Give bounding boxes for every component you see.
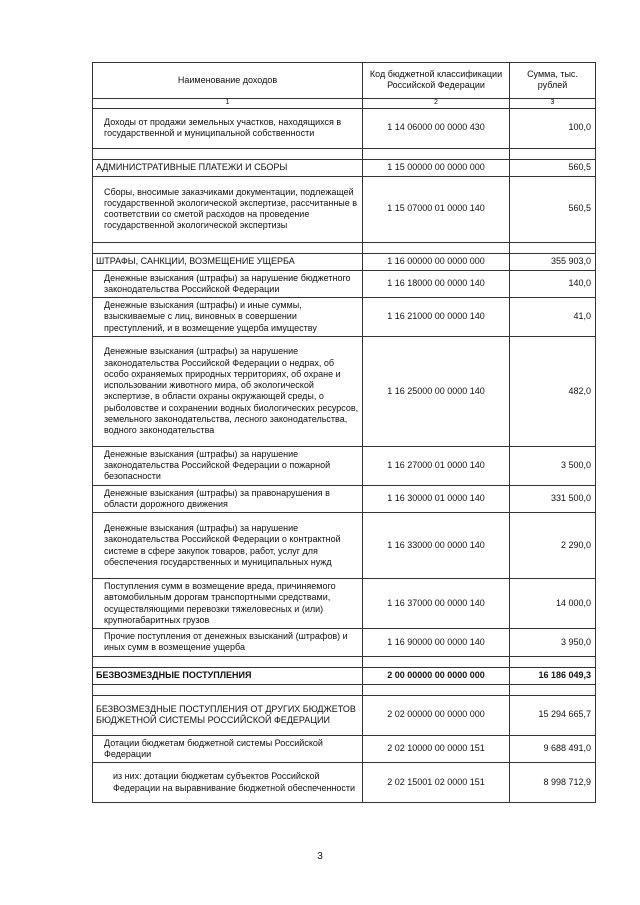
revenue-table xyxy=(92,62,596,803)
amount: 16 186 049,3 xyxy=(510,667,596,684)
amount: 15 294 665,7 xyxy=(510,695,596,735)
amount: 140,0 xyxy=(510,270,596,298)
budget-code: 1 16 33000 00 0000 140 xyxy=(363,513,510,579)
table-row xyxy=(93,108,596,148)
amount: 8 998 712,9 xyxy=(510,763,596,803)
budget-code: 2 02 15001 02 0000 151 xyxy=(363,763,510,803)
amount: 560,5 xyxy=(510,176,596,242)
income-name: Денежные взыскания (штрафы) за правонарушения в области дорожного движения xyxy=(93,485,363,513)
amount: 331 500,0 xyxy=(510,485,596,513)
budget-code: 1 15 00000 00 0000 000 xyxy=(363,159,510,176)
income-name: Сборы, вносимые заказчиками документации, подлежащей государственной экологической экспертизе, рассчитанные в соответствии со сметой расходов на проведение государственной экологической экспертизы xyxy=(93,176,363,242)
income-name: Денежные взыскания (штрафы) за нарушение законодательства Российской Федерации о контрактной системе в сфере закупок товаров, работ, услуг для обеспечения государственных и муниципальных нужд xyxy=(93,513,363,579)
table-row xyxy=(93,446,596,485)
income-name: Денежные взыскания (штрафы) за нарушение законодательства Российской Федерации о недрах, об особо охраняемых природных территориях, об охране и использовании животного мира, об экологической экспертизе, в области охраны окружающей среды, о рыболовстве и сохранении водных биологических ресурсов, земельного законодательства, лесного законодательства, водного законодательства xyxy=(93,336,363,446)
amount: 3 500,0 xyxy=(510,446,596,485)
amount: 41,0 xyxy=(510,298,596,337)
budget-code: 1 16 37000 00 0000 140 xyxy=(363,579,510,629)
income-name: Прочие поступления от денежных взысканий (штрафов) и иных сумм в возмещение ущерба xyxy=(93,629,363,657)
income-name: ШТРАФЫ, САНКЦИИ, ВОЗМЕЩЕНИЕ УЩЕРБА xyxy=(93,253,363,270)
table-row xyxy=(93,629,596,657)
income-name: Дотации бюджетам бюджетной системы Российской Федерации xyxy=(93,735,363,763)
budget-code: 1 16 90000 00 0000 140 xyxy=(363,629,510,657)
amount: 3 950,0 xyxy=(510,629,596,657)
budget-code: 1 16 18000 00 0000 140 xyxy=(363,270,510,298)
table-row xyxy=(93,763,596,803)
budget-code: 1 16 25000 00 0000 140 xyxy=(363,336,510,446)
budget-code: 1 14 06000 00 0000 430 xyxy=(363,108,510,148)
table-row xyxy=(93,513,596,579)
budget-code: 1 16 30000 01 0000 140 xyxy=(363,485,510,513)
spacer-row xyxy=(93,684,596,695)
table-row xyxy=(93,159,596,176)
column-number: 1 xyxy=(93,98,363,108)
column-number: 2 xyxy=(363,98,510,108)
amount: 560,5 xyxy=(510,159,596,176)
amount: 355 903,0 xyxy=(510,253,596,270)
page-number: 3 xyxy=(317,851,323,862)
amount: 482,0 xyxy=(510,336,596,446)
column-number: 3 xyxy=(510,98,596,108)
spacer-row xyxy=(93,148,596,159)
income-name: БЕЗВОЗМЕЗДНЫЕ ПОСТУПЛЕНИЯ ОТ ДРУГИХ БЮДЖЕТОВ БЮДЖЕТНОЙ СИСТЕМЫ РОССИЙСКОЙ ФЕДЕРАЦИИ xyxy=(93,695,363,735)
header-income-name: Наименование доходов xyxy=(93,63,363,99)
income-name: Денежные взыскания (штрафы) и иные суммы, взыскиваемые с лиц, виновных в совершении преступлений, и в возмещение ущерба имуществу xyxy=(93,298,363,337)
table-row xyxy=(93,695,596,735)
budget-code: 1 15 07000 01 0000 140 xyxy=(363,176,510,242)
income-name: Поступления сумм в возмещение вреда, причиняемого автомобильным дорогам транспортными средствами, осуществляющими перевозки тяжеловесных и (или) крупногабаритных грузов xyxy=(93,579,363,629)
amount: 9 688 491,0 xyxy=(510,735,596,763)
table-row xyxy=(93,579,596,629)
income-name: Денежные взыскания (штрафы) за нарушение законодательства Российской Федерации о пожарной безопасности xyxy=(93,446,363,485)
income-name: БЕЗВОЗМЕЗДНЫЕ ПОСТУПЛЕНИЯ xyxy=(93,667,363,684)
header-amount: Сумма, тыс. рублей xyxy=(510,63,596,99)
amount: 14 000,0 xyxy=(510,579,596,629)
table-row xyxy=(93,336,596,446)
income-name: Доходы от продажи земельных участков, находящихся в государственной и муниципальной собственности xyxy=(93,108,363,148)
table-row xyxy=(93,270,596,298)
income-name: АДМИНИСТРАТИВНЫЕ ПЛАТЕЖИ И СБОРЫ xyxy=(93,159,363,176)
budget-code: 2 02 00000 00 0000 000 xyxy=(363,695,510,735)
budget-code: 1 16 00000 00 0000 000 xyxy=(363,253,510,270)
income-name: Денежные взыскания (штрафы) за нарушение бюджетного законодательства Российской Федерации xyxy=(93,270,363,298)
budget-code: 2 02 10000 00 0000 151 xyxy=(363,735,510,763)
budget-code: 1 16 27000 01 0000 140 xyxy=(363,446,510,485)
table-row xyxy=(93,485,596,513)
budget-code: 2 00 00000 00 0000 000 xyxy=(363,667,510,684)
column-number-row xyxy=(93,98,596,108)
budget-code: 1 16 21000 00 0000 140 xyxy=(363,298,510,337)
table-row xyxy=(93,735,596,763)
amount: 2 290,0 xyxy=(510,513,596,579)
income-name: из них: дотации бюджетам субъектов Российской Федерации на выравнивание бюджетной обеспеченности xyxy=(93,763,363,803)
spacer-row xyxy=(93,656,596,667)
spacer-row xyxy=(93,242,596,253)
table-row xyxy=(93,298,596,337)
header-row xyxy=(93,63,596,99)
header-budget-code: Код бюджетной классификации Российской Федерации xyxy=(363,63,510,99)
table-row xyxy=(93,176,596,242)
table-row xyxy=(93,667,596,684)
amount: 100,0 xyxy=(510,108,596,148)
table-row xyxy=(93,253,596,270)
